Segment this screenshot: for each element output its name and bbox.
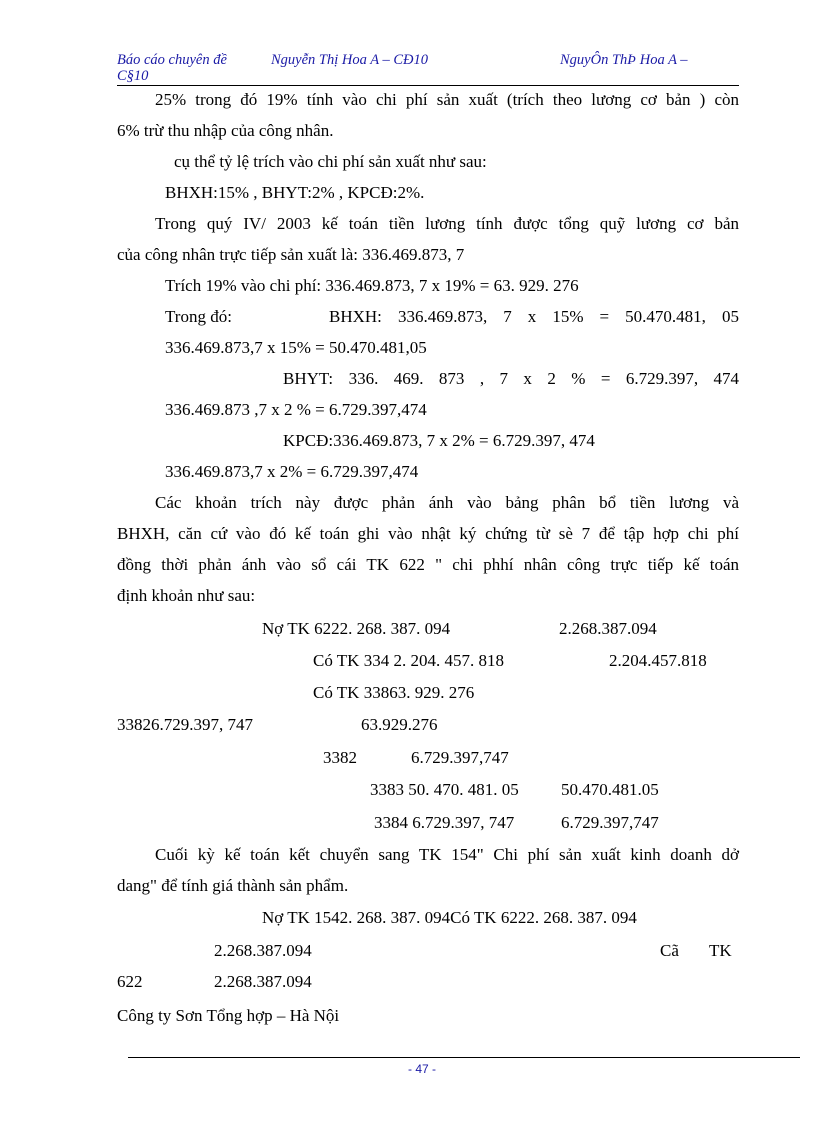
- header-author: Nguyễn Thị Hoa A – CĐ10: [271, 52, 428, 68]
- body-line: 336.469.873,7 x 2% = 6.729.397,474: [165, 462, 419, 481]
- company-name: Công ty Sơn Tổng hợp – Hà Nội: [117, 1006, 340, 1025]
- body-line: định khoản như sau:: [117, 586, 256, 605]
- body-line: 336.469.873,7 x 15% = 50.470.481,05: [165, 338, 427, 357]
- entry-amount: 2.204.457.818: [609, 651, 707, 670]
- entry-subaccount: 3382: [323, 748, 357, 767]
- body-line: Trong quý IV/ 2003 kế toán tiền lương tính được tổng quỹ lương cơ bản: [155, 214, 739, 233]
- entry-amount: 63.929.276: [361, 715, 438, 734]
- entry-amount: 50.470.481.05: [561, 780, 659, 799]
- entry-subaccount: 3384 6.729.397, 747: [374, 813, 515, 832]
- body-line: BHYT: 336. 469. 873 , 7 x 2 % = 6.729.397, 474: [283, 369, 739, 388]
- entry-credit: Có TK 334 2. 204. 457. 818: [313, 651, 504, 670]
- entry-amount: 2.268.387.094: [559, 619, 657, 638]
- body-line: Cuối kỳ kế toán kết chuyển sang TK 154" Chi phí sản xuất kinh doanh dở: [155, 845, 739, 864]
- entry-credit: Có TK 33863. 929. 276: [313, 683, 475, 702]
- page-number: - 47 -: [408, 1062, 437, 1076]
- footer-divider: [128, 1057, 800, 1058]
- body-line: cụ thể tỷ lệ trích vào chi phí sản xuất như sau:: [174, 152, 487, 171]
- entry-subaccount: 33826.729.397, 747: [117, 715, 253, 734]
- entry-credit-label: Cã: [660, 941, 679, 960]
- header-divider: [117, 85, 739, 86]
- body-line: dang" để tính giá thành sản phẩm.: [117, 876, 349, 895]
- body-line: 336.469.873 ,7 x 2 % = 6.729.397,474: [165, 400, 427, 419]
- body-line: KPCĐ:336.469.873, 7 x 2% = 6.729.397, 474: [283, 431, 595, 450]
- body-line: BHXH, căn cứ vào đó kế toán ghi vào nhật ký chứng từ sè 7 để tập hợp chi phí: [117, 524, 739, 543]
- entry-subaccount: 3383 50. 470. 481. 05: [370, 780, 519, 799]
- entry-line: Nợ TK 1542. 268. 387. 094Có TK 6222. 268. 387. 094: [262, 908, 637, 927]
- entry-account: 622: [117, 972, 143, 991]
- body-line: Các khoản trích này được phản ánh vào bảng phân bổ tiền lương và: [155, 493, 739, 512]
- entry-amount: 2.268.387.094: [214, 941, 312, 960]
- body-line: BHXH: 336.469.873, 7 x 15% = 50.470.481, 05: [329, 307, 739, 326]
- body-line: BHXH:15% , BHYT:2% , KPCĐ:2%.: [165, 183, 425, 202]
- entry-amount: 6.729.397,747: [411, 748, 509, 767]
- body-line: Trích 19% vào chi phí: 336.469.873, 7 x 19% = 63. 929. 276: [165, 276, 579, 295]
- body-line: 6% trừ thu nhập của công nhân.: [117, 121, 334, 140]
- header-report-title: Báo cáo chuyên đề: [117, 52, 227, 68]
- entry-amount: 2.268.387.094: [214, 972, 312, 991]
- body-line-label: Trong đó:: [165, 307, 232, 326]
- entry-tk-label: TK: [709, 941, 732, 960]
- header-class-wrap: C§10: [117, 68, 149, 84]
- entry-amount: 6.729.397,747: [561, 813, 659, 832]
- entry-debit: Nợ TK 6222. 268. 387. 094: [262, 619, 451, 638]
- header-author-garbled: NguyÔn ThÞ Hoa A –: [560, 52, 688, 68]
- body-line: đồng thời phản ánh vào sổ cái TK 622 " chi phhí nhân công trực tiếp kế toán: [117, 555, 739, 574]
- body-line: 25% trong đó 19% tính vào chi phí sản xuất (trích theo lương cơ bản ) còn: [155, 90, 739, 109]
- body-line: của công nhân trực tiếp sản xuất là: 336.469.873, 7: [117, 245, 465, 264]
